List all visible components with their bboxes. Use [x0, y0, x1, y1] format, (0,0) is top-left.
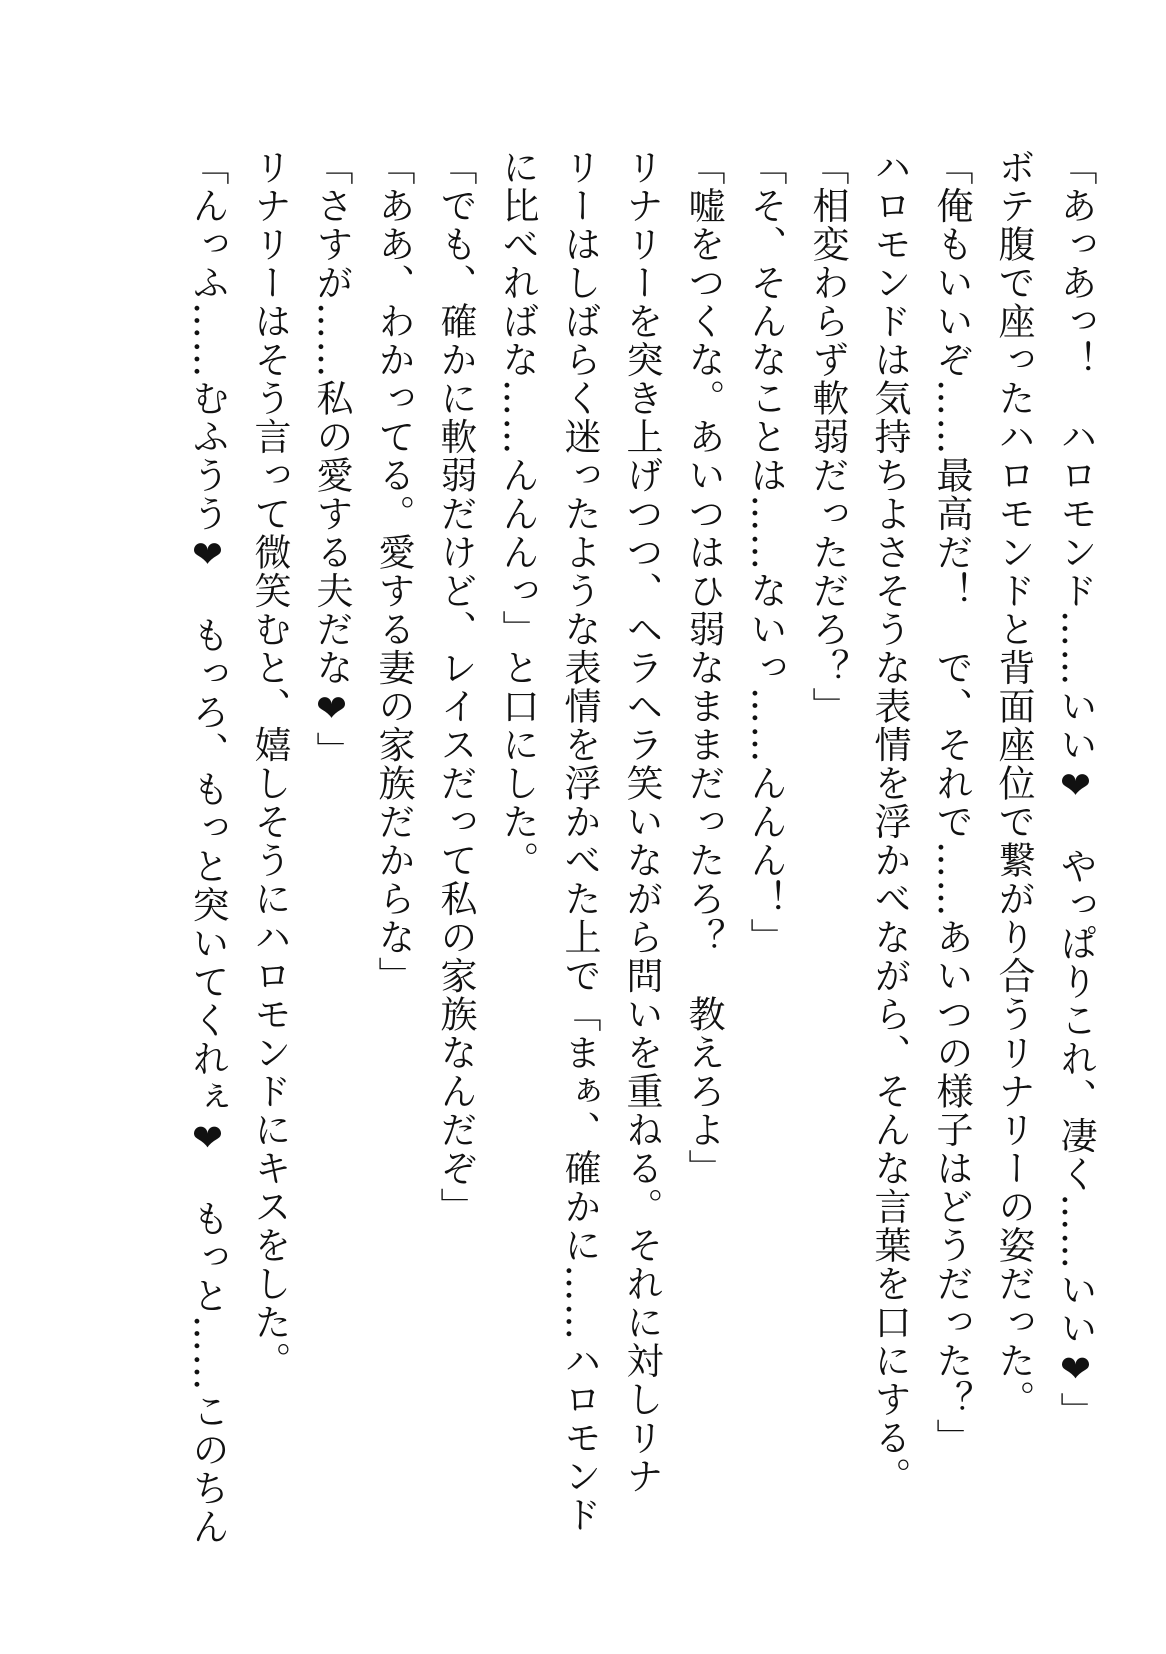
text-line-6: 「そ、そんなことは……ないっ……んんん！」: [744, 148, 787, 957]
text-line-2: ボテ腹で座ったハロモンドと背面座位で繋がり合うリナリーの姿だった。: [992, 148, 1035, 1419]
vertical-text-body: [176, 148, 1106, 1578]
text-line-1: 「あっあっ！ ハロモンド……いい❤ やっぱりこれ、凄く……いい❤」: [1054, 148, 1097, 1431]
text-line-9: リーはしばらく迷ったような表情を浮かべた上で「まぁ、確かに……ハロモンド: [558, 148, 601, 1534]
text-line-12: 「ああ、わかってる。愛する妻の家族だからな」: [372, 148, 415, 995]
text-line-15: 「んっふ……むふうう❤ もっろ、もっと突いてくれぇ❤ もっと……このちん: [186, 148, 229, 1546]
text-line-10: に比べればな……んんんっ」と口にした。: [496, 148, 539, 880]
text-line-5: 「相変わらず軟弱だっただろ？」: [806, 148, 849, 726]
text-line-11: 「でも、確かに軟弱だけど、レイスだって私の家族なんだぞ」: [434, 148, 477, 1226]
text-line-4: ハロモンドは気持ちよさそうな表情を浮かべながら、そんな言葉を口にする。: [868, 148, 911, 1496]
text-line-14: リナリーはそう言って微笑むと、嬉しそうにハロモンドにキスをした。: [248, 148, 291, 1380]
text-line-8: リナリーを突き上げつつ、ヘラヘラ笑いながら問いを重ねる。それに対しリナ: [620, 148, 663, 1496]
text-line-3: 「俺もいいぞ……最高だ！ で、それで……あいつの様子はどうだった？」: [930, 148, 973, 1457]
text-line-7: 「嘘をつくな。あいつはひ弱なままだったろ？ 教えろよ」: [682, 148, 725, 1188]
text-line-13: 「さすが……私の愛する夫だな❤」: [310, 148, 353, 770]
